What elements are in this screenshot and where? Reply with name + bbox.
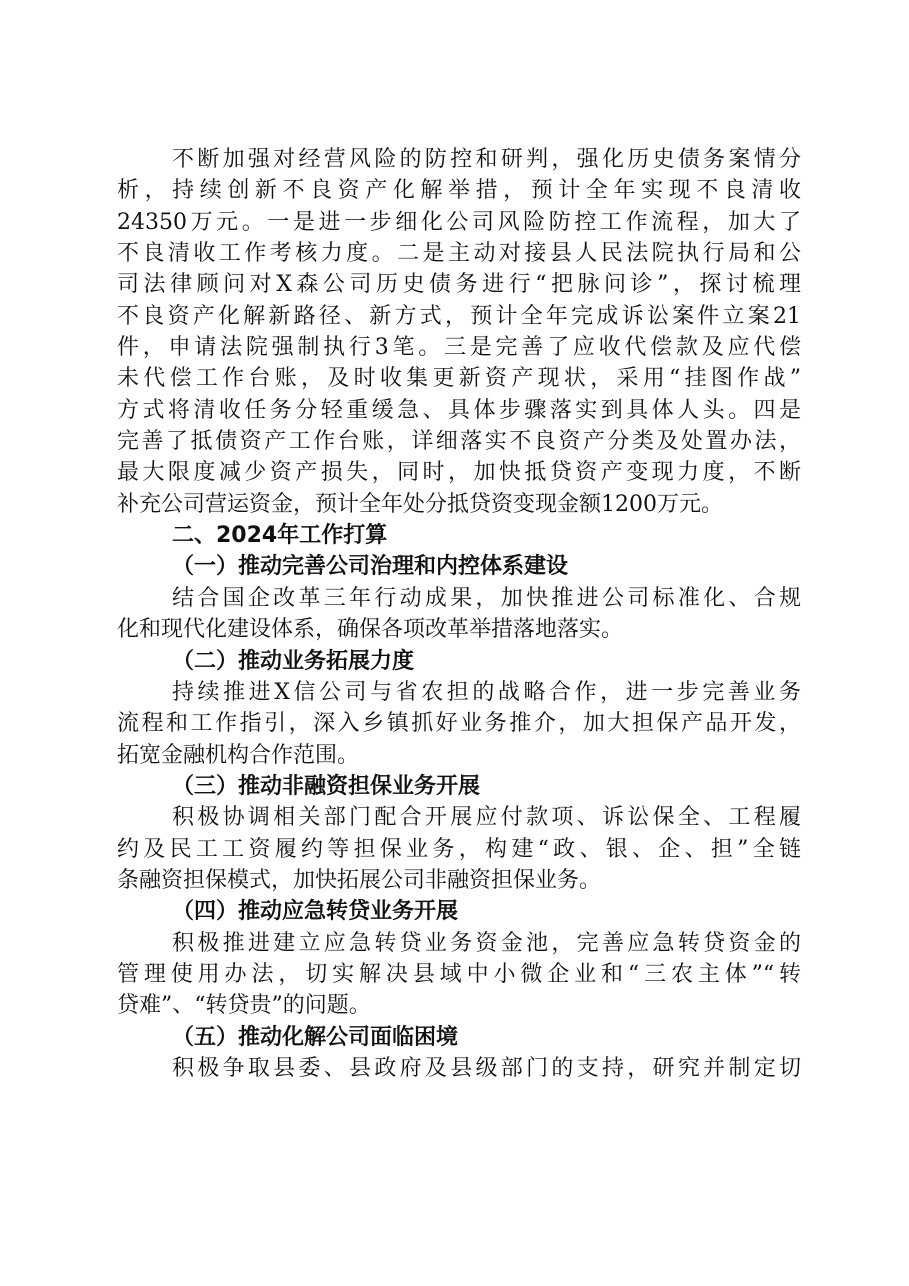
paragraph-line: 贷难”、“转贷贵”的问题。 <box>117 993 371 1019</box>
subsection-heading: （三）推动非融资担保业务开展 <box>172 773 481 799</box>
document-body <box>117 144 801 1084</box>
subsection-heading: （二）推动业务拓展力度 <box>172 648 415 674</box>
paragraph-line: 件，申请法院强制执行3笔。三是完善了应收代偿款及应代偿 <box>117 335 801 361</box>
subsection-heading: （一）推动完善公司治理和内控体系建设 <box>172 554 569 580</box>
subsection-heading: （四）推动应急转贷业务开展 <box>172 899 459 925</box>
paragraph-line: 结合国企改革三年行动成果，加快推进公司标准化、合规 <box>172 585 801 611</box>
paragraph-line: 拓宽金融机构合作范围。 <box>117 742 360 768</box>
paragraph-line: 管理使用办法，切实解决县域中小微企业和“三农主体”“转 <box>117 961 801 987</box>
paragraph-line: 积极争取县委、县政府及县级部门的支持，研究并制定切 <box>172 1055 801 1081</box>
paragraph-line: 持续推进X信公司与省农担的战略合作，进一步完善业务 <box>172 679 801 705</box>
section-heading: 二、2024年工作打算 <box>172 523 388 549</box>
paragraph-line: 析，持续创新不良资产化解举措，预计全年实现不良清收 <box>117 178 801 204</box>
paragraph-line: 不断加强对经营风险的防控和研判，强化历史债务案情分 <box>172 147 801 172</box>
paragraph-line: 司法律顾问对X森公司历史债务进行“把脉问诊”，探讨梳理 <box>117 272 801 298</box>
paragraph-line: 积极协调相关部门配合开展应付款项、诉讼保全、工程履 <box>172 805 801 831</box>
paragraph-line: 24350万元。一是进一步细化公司风险防控工作流程，加大了 <box>117 209 801 235</box>
paragraph-line: 不良资产化解新路径、新方式，预计全年完成诉讼案件立案21 <box>117 303 801 329</box>
paragraph-line: 完善了抵债资产工作台账，详细落实不良资产分类及处置办法， <box>117 429 801 455</box>
paragraph-line: 约及民工工资履约等担保业务，构建“政、银、企、担”全链 <box>117 836 801 862</box>
paragraph-line: 条融资担保模式，加快拓展公司非融资担保业务。 <box>117 867 602 893</box>
subsection-heading: （五）推动化解公司面临困境 <box>172 1024 459 1050</box>
paragraph-line: 方式将清收任务分轻重缓急、具体步骤落实到具体人头。四是 <box>117 397 801 423</box>
paragraph-line: 最大限度减少资产损失，同时，加快抵贷资产变现力度，不断 <box>117 460 801 486</box>
paragraph-line: 不良清收工作考核力度。二是主动对接县人民法院执行局和公 <box>117 241 801 267</box>
paragraph-line: 未代偿工作台账，及时收集更新资产现状，采用“挂图作战” <box>117 366 801 392</box>
paragraph-line: 化和现代化建设体系，确保各项改革举措落地落实。 <box>117 617 624 643</box>
paragraph-line: 补充公司营运资金，预计全年处分抵贷资变现金额1200万元。 <box>117 491 723 517</box>
paragraph-line: 积极推进建立应急转贷业务资金池，完善应急转贷资金的 <box>172 930 801 956</box>
paragraph-line: 流程和工作指引，深入乡镇抓好业务推介，加大担保产品开发， <box>117 711 801 737</box>
